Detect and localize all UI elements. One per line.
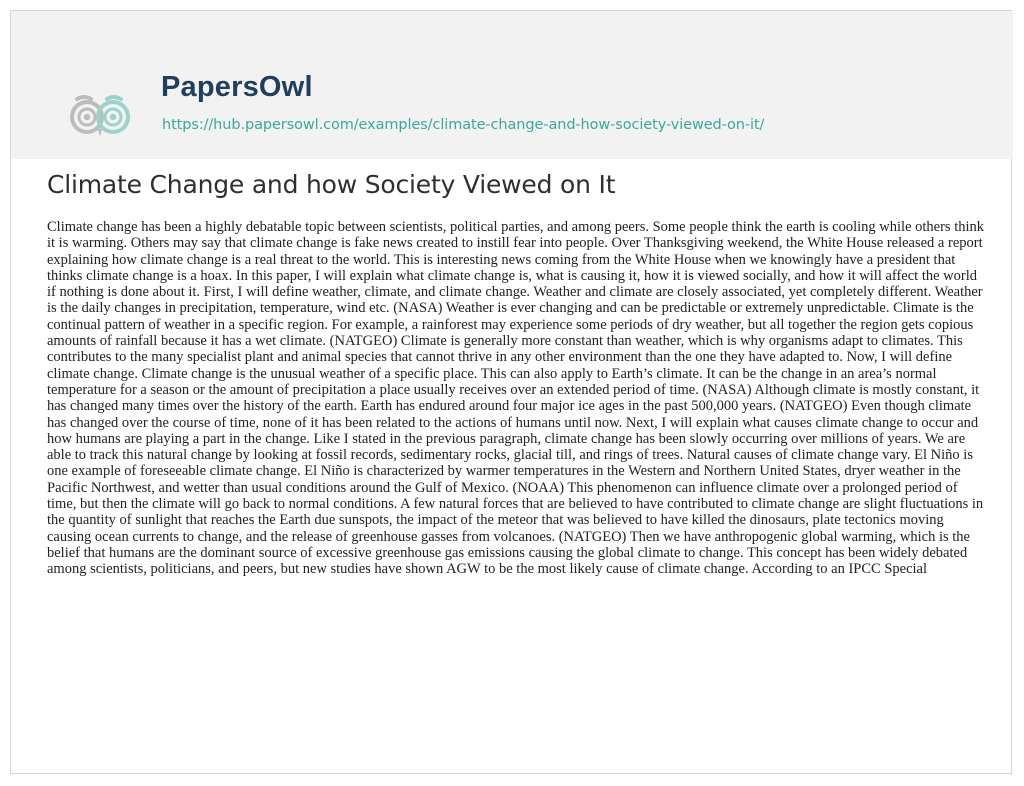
source-url-link[interactable]: https://hub.papersowl.com/examples/climate-change-and-how-society-viewed-on-it/ [162,117,765,133]
brand-name: PapersOwl [161,71,313,103]
owl-logo-icon [63,77,157,147]
document-body-text: Climate change has been a highly debatable topic between scientists, political parties, and among peers. Some people think the earth is cooling while others think it is warming. Others may say that climate change is fake news created to instill fear into people. Over Thanksgiving weekend, the White House released a report explaining how climate change is a real threat to the world. This is interesting news coming from the White House when we knowingly have a president that thinks climate change is a hoax. In this paper, I will explain what climate change is, what is causing it, how it is viewed socially, and how it will affect the world if nothing is done about it. First, I will define weather, climate, and climate change. Weather and climate are closely associated, yet completely different. Weather is the daily changes in precipitation, temperature, wind etc. (NASA) Weather is ever changing and can be predictable or extremely unpredictable. Climate is the continual pattern of weather in a specific region. For example, a rainforest may experience some periods of dry weather, but all together the region gets copious amounts of rainfall because it has a wet climate. (NATGEO) Climate is generally more constant than weather, which is why organisms adapt to climates. This contributes to the many specialist plant and animal species that cannot thrive in any other environment than the one they have adapted to. Now, I will define climate change. Climate change is the unusual weather of a specific place. This can also apply to Earth’s climate. It can be the change in an area’s normal temperature for a season or the amount of precipitation a place usually receives over an extended period of time. (NASA) Although climate is mostly constant, it has changed many times over the history of the earth. Earth has endured around four major ice ages in the past 500,000 years. (NATGEO) Even though climate has changed over the course of time, none of it has been related to the actions of humans until now. Next, I will explain what causes climate change to occur and how humans are playing a part in the change. Like I stated in the previous paragraph, climate change has been slowly occurring over millions of years. We are able to track this natural change by looking at fossil records, sedimentary rocks, glacial till, and rings of trees. Natural causes of climate change vary. El Niño is one example of foreseeable climate change. El Niño is characterized by warmer temperatures in the Western and Northern United States, dryer weather in the Pacific Northwest, and wetter than usual conditions around the Gulf of Mexico. (NOAA) This phenomenon can influence climate over a prolonged period of time, but then the climate will go back to normal conditions. A few natural forces that are believed to have contributed to climate change are slight fluctuations in the quantity of sunlight that reaches the Earth due sunspots, the impact of the meteor that was believed to have killed the dinosaurs, plate tectonics moving causing ocean currents to change, and the release of greenhouse gasses from volcanoes. (NATGEO) Then we have anthropogenic global warming, which is the belief that humans are the dominant source of excessive greenhouse gas emissions causing the global climate to change. This concept has been widely debated among scientists, politicians, and peers, but new studies have shown AGW to be the most likely cause of climate change. According to an IPCC Special [47,219,985,578]
document-title: Climate Change and how Society Viewed on It [47,170,616,199]
page-header [11,11,1013,159]
